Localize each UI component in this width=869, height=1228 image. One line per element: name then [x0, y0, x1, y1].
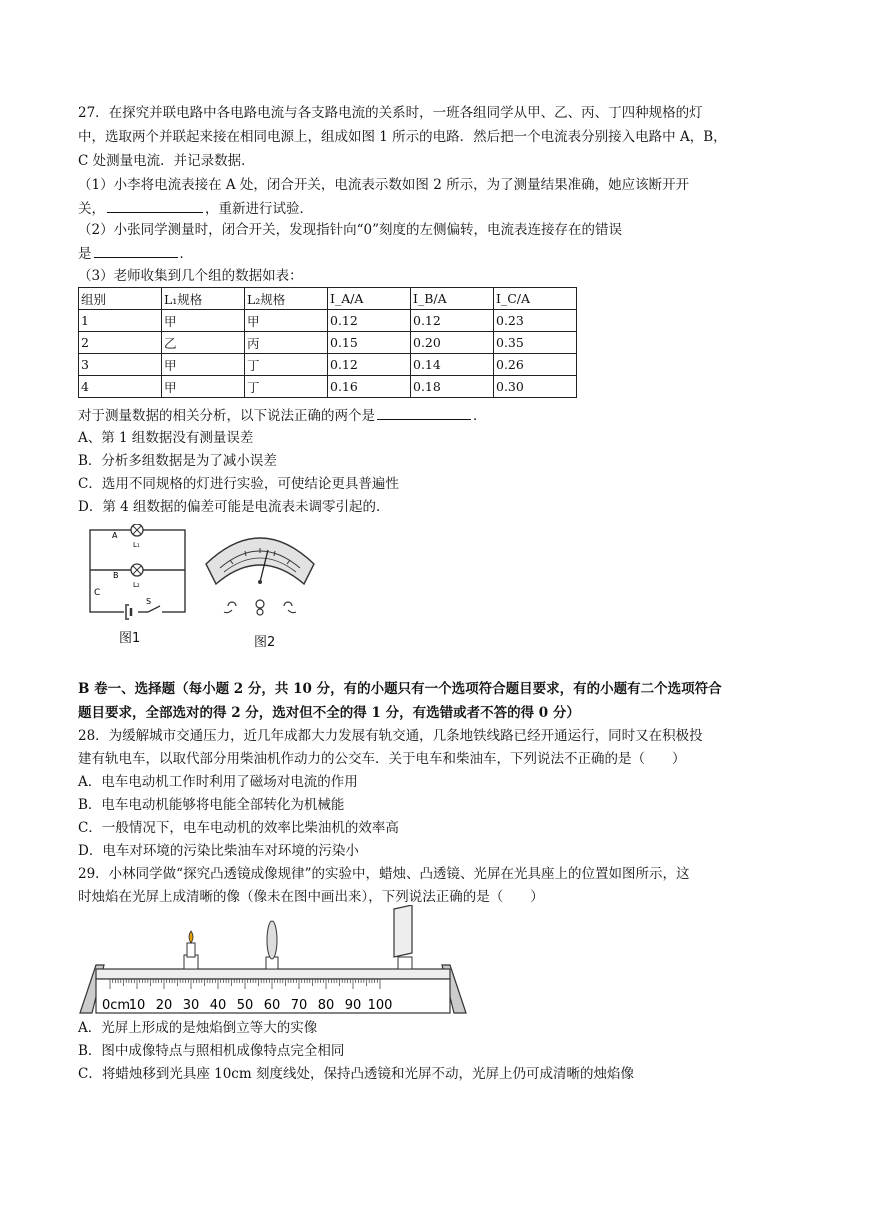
table-header-row: [79, 288, 577, 310]
label-a: A: [112, 531, 118, 540]
table-row: [79, 354, 577, 376]
q27-part2-prefix: 是: [78, 246, 92, 262]
table-header-cell: 组别: [79, 288, 162, 310]
ammeter-diagram: [200, 524, 320, 629]
ruler-label: 50: [236, 998, 254, 1013]
ruler-label: 10: [128, 998, 146, 1013]
answer-blank-1[interactable]: [107, 199, 203, 213]
table-cell: 0.14: [411, 354, 494, 376]
convex-lens: [266, 921, 278, 969]
optical-bench-diagram: [78, 905, 470, 1017]
table-cell: 0.12: [328, 310, 411, 332]
q29-option-a: A．光屏上形成的是烛焰倒立等大的实像: [78, 1020, 318, 1036]
ruler-label: 30: [182, 998, 200, 1013]
q27-stem-line1: 27．在探究并联电路中各电路电流与各支路电流的关系时，一班各组同学从甲、乙、丙、丁四种规格的灯: [78, 105, 703, 121]
table-cell: 0.30: [494, 376, 577, 398]
table-cell: 0.18: [411, 376, 494, 398]
table-header-cell: I_C/A: [494, 288, 577, 310]
ruler-label: 20: [155, 998, 173, 1013]
q27-part3-line: （3）老师收集到几个组的数据如表：: [78, 268, 303, 284]
table-cell: 1: [79, 310, 162, 332]
table-cell: 乙: [162, 332, 245, 354]
q27-analysis-prefix: 对于测量数据的相关分析，以下说法正确的两个是: [78, 408, 375, 424]
label-s: S: [146, 597, 152, 606]
q28-stem-line1: 28．为缓解城市交通压力，近几年成都大力发展有轨交通，几条地铁线路已经开通运行，同时又在积极投: [78, 728, 703, 744]
table-row: [79, 376, 577, 398]
table-cell: 3: [79, 354, 162, 376]
q27-option-a: A、第 1 组数据没有测量误差: [78, 430, 254, 446]
q27-stem-line3: C 处测量电流．并记录数据．: [78, 153, 255, 169]
table-cell: 0.26: [494, 354, 577, 376]
candle: [184, 931, 198, 969]
q27-analysis-suffix: ．: [473, 408, 487, 424]
table-cell: 0.23: [494, 310, 577, 332]
figure1-caption: 图1: [119, 631, 141, 646]
figure2-caption: 图2: [254, 635, 276, 650]
table-cell: 0.20: [411, 332, 494, 354]
section-b-header-line1: B 卷一、选择题（每小题 2 分，共 10 分，有的小题只有一个选项符合题目要求，有的小题有二个选项符合: [78, 681, 722, 697]
ruler-label: 80: [317, 998, 335, 1013]
q29-option-c: C．将蜡烛移到光具座 10cm 刻度线处，保持凸透镜和光屏不动，光屏上仍可成清晰的烛焰像: [78, 1066, 634, 1082]
q27-analysis-line: [78, 406, 487, 425]
table-cell: 甲: [162, 376, 245, 398]
q29-option-b: B．图中成像特点与照相机成像特点完全相同: [78, 1043, 345, 1059]
table-row: [79, 310, 577, 332]
label-l1: L₁: [133, 541, 140, 549]
circuit-diagram: [80, 524, 190, 624]
table-cell: 0.15: [328, 332, 411, 354]
table-cell: 0.12: [328, 354, 411, 376]
table-header-cell: I_B/A: [411, 288, 494, 310]
section-b-header-line2: 题目要求，全部选对的得 2 分，选对但不全的得 1 分，有选错或者不答的得 0 分）: [78, 705, 580, 721]
q28-option-b: B．电车电动机能够将电能全部转化为机械能: [78, 797, 345, 813]
q28-option-a: A．电车电动机工作时利用了磁场对电流的作用: [78, 774, 358, 790]
table-cell: 丁: [245, 376, 328, 398]
table-cell: 2: [79, 332, 162, 354]
ruler-label: 90: [344, 998, 362, 1013]
q27-part2-line1: （2）小张同学测量时，闭合开关，发现指针向“0”刻度的左侧偏转，电流表连接存在的错误: [78, 222, 622, 238]
ruler-label: 60: [263, 998, 281, 1013]
light-screen: [394, 905, 412, 969]
q28-option-d: D．电车对环境的污染比柴油车对环境的污染小: [78, 843, 359, 859]
q28-option-c: C．一般情况下，电车电动机的效率比柴油机的效率高: [78, 820, 399, 836]
table-cell: 0.35: [494, 332, 577, 354]
q27-option-b: B．分析多组数据是为了减小误差: [78, 453, 277, 469]
ruler-label: 0cm: [101, 998, 131, 1013]
q27-part1-line1: （1）小李将电流表接在 A 处，闭合开关，电流表示数如图 2 所示，为了测量结果准确，她应该断开开: [78, 177, 690, 193]
q27-option-d: D．第 4 组数据的偏差可能是电流表未调零引起的．: [78, 499, 390, 515]
q29-stem-line1: 29．小林同学做“探究凸透镜成像规律”的实验中，蜡烛、凸透镜、光屏在光具座上的位置如图所示，这: [78, 866, 690, 882]
q27-part2-line2: [78, 244, 193, 263]
table-cell: 甲: [162, 310, 245, 332]
table-header-cell: L₁规格: [162, 288, 245, 310]
q27-option-c: C．选用不同规格的灯进行实验，可使结论更具普遍性: [78, 476, 399, 492]
table-cell: 0.12: [411, 310, 494, 332]
label-l2: L₂: [133, 581, 140, 589]
table-cell: 0.16: [328, 376, 411, 398]
q27-stem-line2: 中，选取两个并联起来接在相同电源上，组成如图 1 所示的电路．然后把一个电流表分别接入电路中 A，B，: [78, 129, 727, 145]
answer-blank-3[interactable]: [377, 406, 471, 420]
table-header-cell: I_A/A: [328, 288, 411, 310]
q27-part2-suffix: ．: [179, 246, 193, 262]
table-cell: 甲: [162, 354, 245, 376]
table-header-cell: L₂规格: [245, 288, 328, 310]
table-cell: 甲: [245, 310, 328, 332]
table-cell: 丁: [245, 354, 328, 376]
q27-part1-suffix: ，重新进行试验．: [205, 201, 313, 217]
answer-blank-2[interactable]: [94, 244, 178, 258]
ruler-label: 70: [290, 998, 308, 1013]
data-table: [78, 287, 577, 398]
ruler-label: 100: [367, 998, 393, 1013]
label-c: C: [94, 588, 101, 598]
table-cell: 4: [79, 376, 162, 398]
q27-part1-prefix: 关，: [78, 201, 105, 217]
table-row: [79, 332, 577, 354]
label-b: B: [113, 571, 119, 580]
ruler-label: 40: [209, 998, 227, 1013]
q28-stem-line2: 建有轨电车，以取代部分用柴油机作动力的公交车．关于电车和柴油车，下列说法不正确的是（ ）: [78, 751, 686, 767]
q29-stem-line2: 时烛焰在光屏上成清晰的像（像未在图中画出来），下列说法正确的是（ ）: [78, 889, 544, 905]
table-cell: 丙: [245, 332, 328, 354]
q27-part1-line2: [78, 199, 313, 218]
